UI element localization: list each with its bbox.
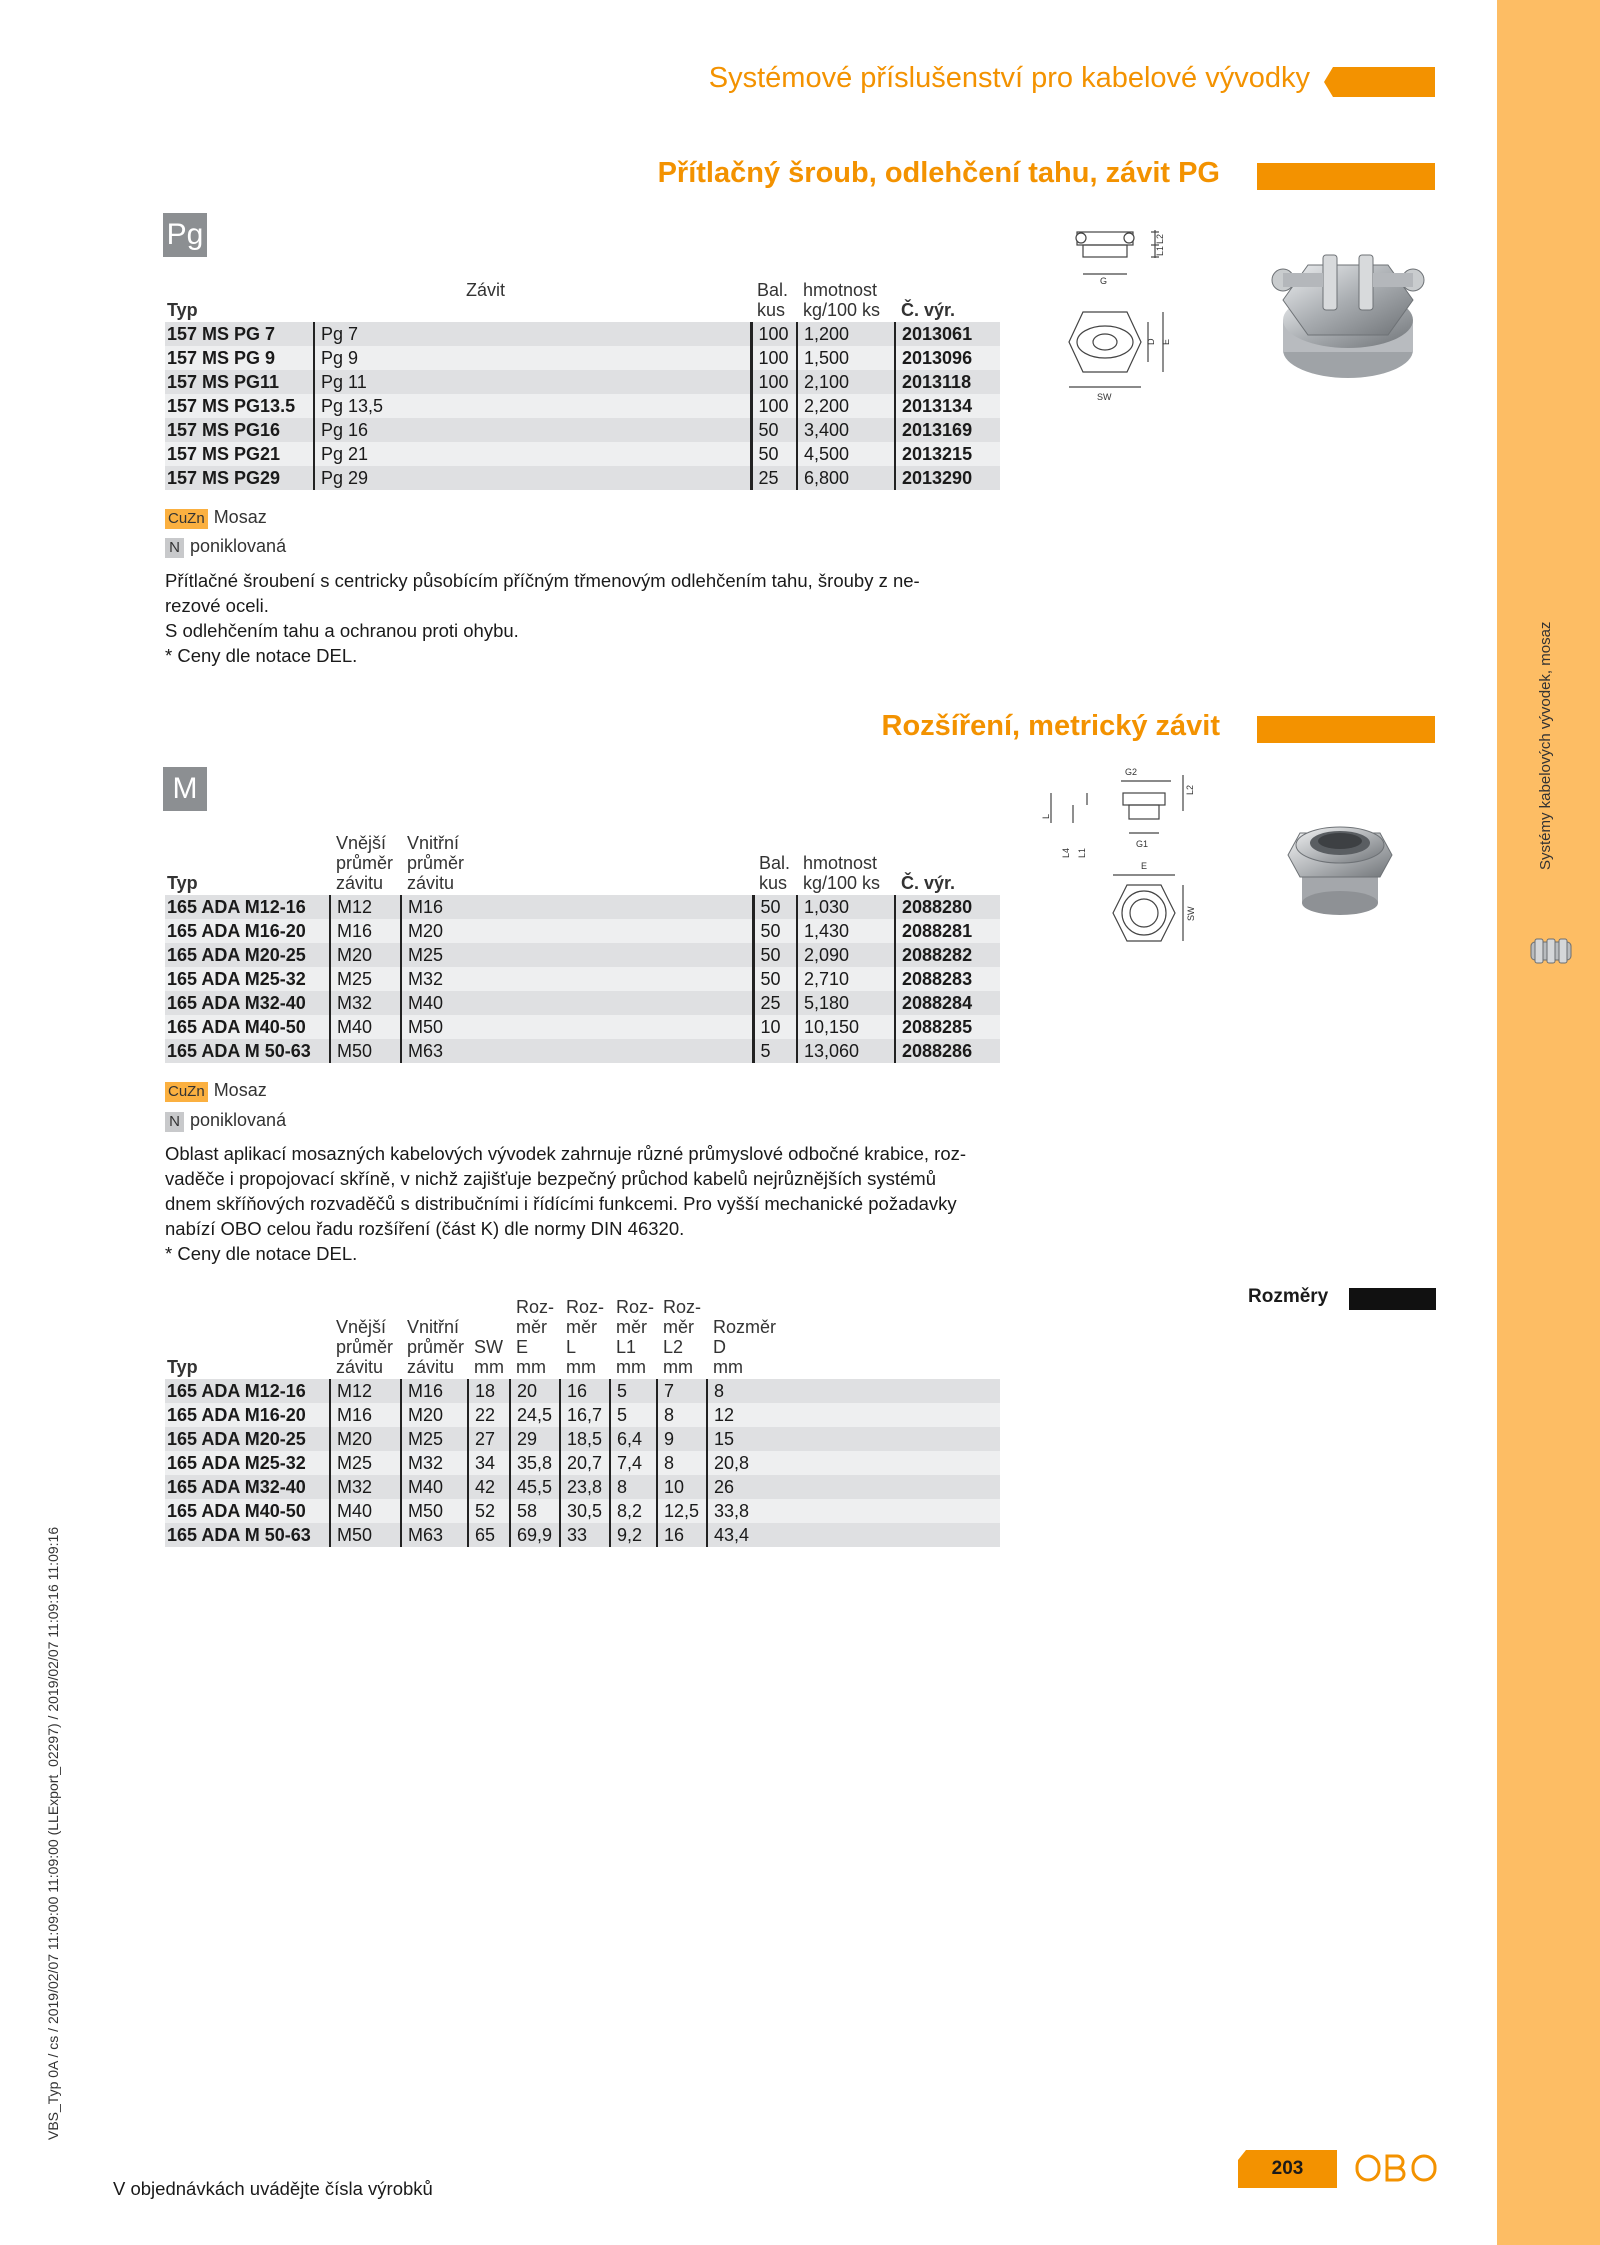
section-title-pg: Přítlačný šroub, odlehčení tahu, závit PG (657, 157, 1220, 189)
svg-text:G: G (1100, 276, 1108, 286)
svg-text:E: E (1161, 338, 1171, 345)
table-header: Typ Závit Bal. kus hmotnost kg/100 ks Č. výr. (167, 280, 956, 320)
table-row: 165 ADA M25-32 M25 M32 34 35,8 20,7 7,4 8 20,8 (165, 1451, 1000, 1475)
table-row: 165 ADA M25-32 M25 M32 50 2,710 2088283 (165, 967, 1000, 991)
product-thumbnail-icon (1525, 934, 1577, 968)
table-header: Typ Vnější průměr závitu Vnitřní průměr závitu SW mm Roz- měr E mm Roz- měr L mm Roz- měr L1 mm Roz- měr L2 mm Rozměr D mm (167, 1297, 777, 1377)
table-row: 165 ADA M32-40 M32 M40 42 45,5 23,8 8 10 26 (165, 1475, 1000, 1499)
svg-text:L1: L1 (1077, 847, 1087, 858)
table-row: 165 ADA M12-16 M12 M16 18 20 16 5 7 8 (165, 1379, 1000, 1403)
material-badge-cuzn: CuZn (165, 1082, 208, 1102)
product-photo-pg (1253, 225, 1443, 395)
svg-text:L4: L4 (1061, 847, 1071, 858)
document-header: Systémové příslušenství pro kabelové vývodky (708, 62, 1310, 94)
table-row: 165 ADA M 50-63 M50 M63 5 13,060 2088286 (165, 1039, 1000, 1063)
svg-text:L2: L2 (1155, 233, 1165, 244)
dimensions-bar (1349, 1288, 1436, 1310)
material-cuzn: CuZn Mosaz (165, 506, 267, 528)
table-row: 165 ADA M20-25 M20 M25 27 29 18,5 6,4 9 15 (165, 1427, 1000, 1451)
svg-text:G1: G1 (1136, 839, 1149, 849)
svg-text:SW: SW (1097, 392, 1112, 402)
header-tab-marker (1324, 67, 1435, 97)
order-note: V objednávkách uvádějte čísla výrobků (113, 2178, 433, 2199)
description-pg: Přítlačné šroubení s centricky působícím příčným třmenovým odlehčením tahu, šrouby z ne- rezové oceli. S odlehčením tahu a ochranou proti ohybu. * Ceny dle notace DEL. (165, 570, 920, 666)
section-title-metric: Rozšíření, metrický závit (881, 710, 1220, 742)
svg-text:L: L (1041, 813, 1051, 819)
table-row: 157 MS PG11 Pg 11 100 2,100 2013118 (165, 370, 1000, 394)
technical-drawing-pg (1063, 222, 1193, 412)
page-number: 203 (1271, 2158, 1304, 2179)
svg-text:L2: L2 (1185, 784, 1195, 795)
obo-logo (1355, 2152, 1437, 2184)
svg-text:E: E (1141, 861, 1148, 871)
material-badge-n: N (165, 538, 184, 558)
svg-text:SW: SW (1186, 906, 1196, 921)
table-row: 165 ADA M16-20 M16 M20 22 24,5 16,7 5 8 12 (165, 1403, 1000, 1427)
material-cuzn: CuZn Mosaz (165, 1079, 267, 1101)
section-bar-pg (1257, 163, 1435, 190)
table-row: 165 ADA M20-25 M20 M25 50 2,090 2088282 (165, 943, 1000, 967)
table-row: 157 MS PG16 Pg 16 50 3,400 2013169 (165, 418, 1000, 442)
material-badge-cuzn: CuZn (165, 509, 208, 529)
table-row: 165 ADA M40-50 M40 M50 52 58 30,5 8,2 12,5 33,8 (165, 1499, 1000, 1523)
table-row: 157 MS PG21 Pg 21 50 4,500 2013215 (165, 442, 1000, 466)
svg-text:L1: L1 (1155, 245, 1165, 256)
table-row: 165 ADA M16-20 M16 M20 50 1,430 2088281 (165, 919, 1000, 943)
table-header: Typ Vnější průměr závitu Vnitřní průměr závitu Bal. kus hmotnost kg/100 ks Č. výr. (167, 833, 956, 893)
table-row: 157 MS PG13.5 Pg 13,5 100 2,200 2013134 (165, 394, 1000, 418)
material-nickel: N poniklovaná (165, 535, 286, 557)
side-color-strip (1497, 0, 1600, 2245)
svg-text:D: D (1146, 338, 1156, 345)
svg-text:G2: G2 (1125, 767, 1138, 777)
table-metric (165, 833, 1000, 1063)
thread-tag-pg: Pg (163, 213, 207, 257)
table-row: 165 ADA M12-16 M12 M16 50 1,030 2088280 (165, 895, 1000, 919)
table-row: 165 ADA M 50-63 M50 M63 65 69,9 33 9,2 16 43,4 (165, 1523, 1000, 1547)
table-dimensions (165, 1297, 1000, 1547)
product-photo-metric (1280, 815, 1400, 920)
description-metric: Oblast aplikací mosazných kabelových vývodek zahrnuje různé průmyslové odbočné krabice, roz- vaděče i propojovací skříně, v nichž zajišťuje bezpečný průchod kabelů nejrůznějších systémů dnem skříňových rozvaděčů s distribučními i řídícími funkcemi. Pro vyšší mechanické požadavky nabízí OBO celou řadu rozšíření (část K) dle normy DIN 46320. * Ceny dle notace DEL. (165, 1143, 967, 1264)
dimensions-label: Rozměry (1248, 1286, 1329, 1307)
section-bar-metric (1257, 716, 1435, 743)
table-row: 157 MS PG29 Pg 29 25 6,800 2013290 (165, 466, 1000, 490)
table-pg (165, 280, 1000, 490)
material-badge-n: N (165, 1112, 184, 1132)
table-row: 157 MS PG 9 Pg 9 100 1,500 2013096 (165, 346, 1000, 370)
thread-tag-m: M (163, 767, 207, 811)
table-row: 165 ADA M32-40 M32 M40 25 5,180 2088284 (165, 991, 1000, 1015)
material-nickel: N poniklovaná (165, 1109, 286, 1131)
table-row: 165 ADA M40-50 M40 M50 10 10,150 2088285 (165, 1015, 1000, 1039)
technical-drawing-metric (1043, 763, 1213, 978)
table-row: 157 MS PG 7 Pg 7 100 1,200 2013061 (165, 322, 1000, 346)
